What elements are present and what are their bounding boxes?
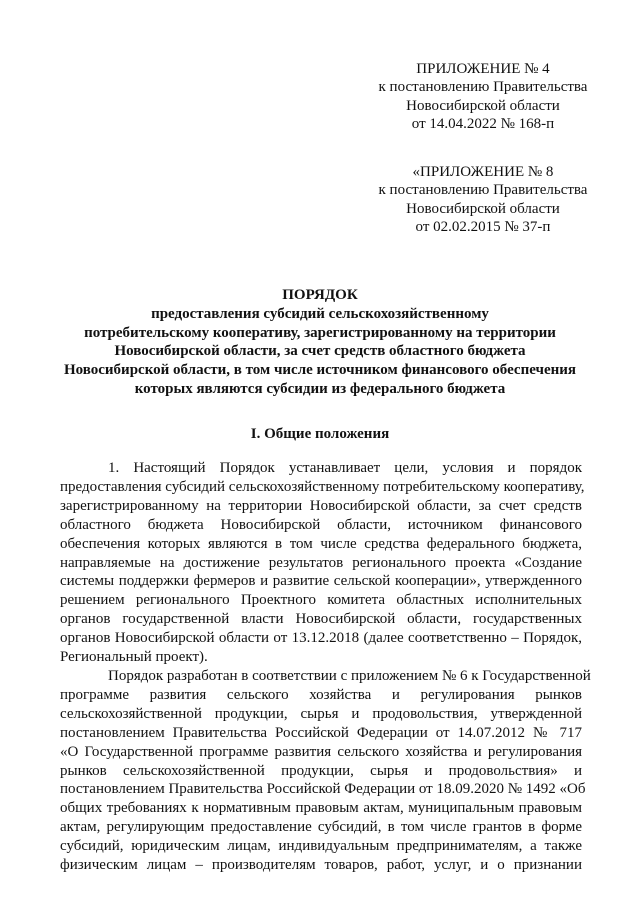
paragraph-line: субсидий, юридическим лицам, индивидуальным предпринимателям, а также (60, 838, 582, 855)
annex-original-line: Новосибирской области (406, 200, 560, 217)
paragraph-2 (60, 667, 591, 875)
paragraph-line: Региональный проект). (60, 649, 208, 666)
annex-line: к постановлению Правительства (378, 79, 588, 96)
annex-original-line: к постановлению Правительства (378, 182, 588, 199)
paragraph-line: направляемые на достижение результатов регионального проекта «Создание (60, 554, 582, 571)
paragraph-line: сельскохозяйственной продукции, сырья и продовольствия, утвержденной (60, 705, 582, 722)
annex-original-header (360, 163, 606, 237)
paragraph-line: постановлением Правительства Российской Федерации от 14.07.2012 № 717 (60, 724, 582, 741)
paragraph-line: обеспечения которых являются в том числе средства федерального бюджета, (60, 535, 582, 552)
paragraph-line: актам, регулирующим предоставление субсидий, в том числе грантов в форме (60, 819, 582, 836)
title-line: которых являются субсидии из федерального бюджета (134, 380, 506, 397)
paragraph-line: органов Новосибирской области от 13.12.2018 (далее соответственно – Порядок, (60, 630, 582, 647)
title-line: Новосибирской области, за счет средств областного бюджета (114, 343, 526, 360)
annex-original-line: от 02.02.2015 № 37-п (415, 219, 551, 236)
annex-original-line: «ПРИЛОЖЕНИЕ № 8 (412, 164, 554, 180)
title-line: ПОРЯДОК (282, 287, 358, 303)
paragraph-line: системы поддержки фермеров и развитие сельской кооперации», утвержденного (60, 573, 582, 590)
paragraph-line: предоставления субсидий сельскохозяйственному потребительскому кооперативу, (60, 478, 585, 495)
annex-line: от 14.04.2022 № 168-п (411, 116, 555, 133)
paragraph-line: рынков сельскохозяйственной продукции, сырья и продовольствия» и (60, 762, 582, 779)
paragraph-line: «О Государственной программе развития сельского хозяйства и регулирования (60, 743, 582, 760)
paragraph-line: программе развития сельского хозяйства и регулирования рынков (60, 686, 582, 703)
paragraph-line: областного бюджета Новосибирской области, источником финансового (60, 516, 582, 533)
annex-header (360, 60, 606, 134)
annex-line: ПРИЛОЖЕНИЕ № 4 (416, 61, 550, 77)
paragraph-line: Порядок разработан в соответствии с приложением № 6 к Государственной (108, 667, 591, 684)
paragraph-line: физическим лицам – производителям товаров, работ, услуг, и о признании (60, 857, 582, 874)
paragraph-1 (60, 459, 585, 667)
paragraph-line: решением регионального Проектного комитета областных исполнительных (60, 592, 582, 609)
section-heading: I. Общие положения (250, 426, 390, 442)
annex-line: Новосибирской области (406, 97, 560, 114)
title-line: предоставления субсидий сельскохозяйственному (151, 305, 489, 322)
paragraph-line: общих требованиях к нормативным правовым актам, муниципальным правовым (60, 800, 582, 817)
document-title (60, 286, 580, 399)
title-line: потребительскому кооперативу, зарегистрированному на территории (84, 324, 556, 341)
paragraph-line: органов государственной власти Новосибирской области, государственных (60, 611, 582, 628)
paragraph-line: 1. Настоящий Порядок устанавливает цели, условия и порядок (108, 460, 582, 476)
paragraph-line: постановлением Правительства Российской Федерации от 18.09.2020 № 1492 «Об (60, 781, 586, 798)
document-body (60, 459, 591, 875)
paragraph-line: зарегистрированному на территории Новосибирской области, за счет средств (60, 497, 582, 514)
title-line: Новосибирской области, в том числе источником финансового обеспечения (63, 362, 577, 379)
